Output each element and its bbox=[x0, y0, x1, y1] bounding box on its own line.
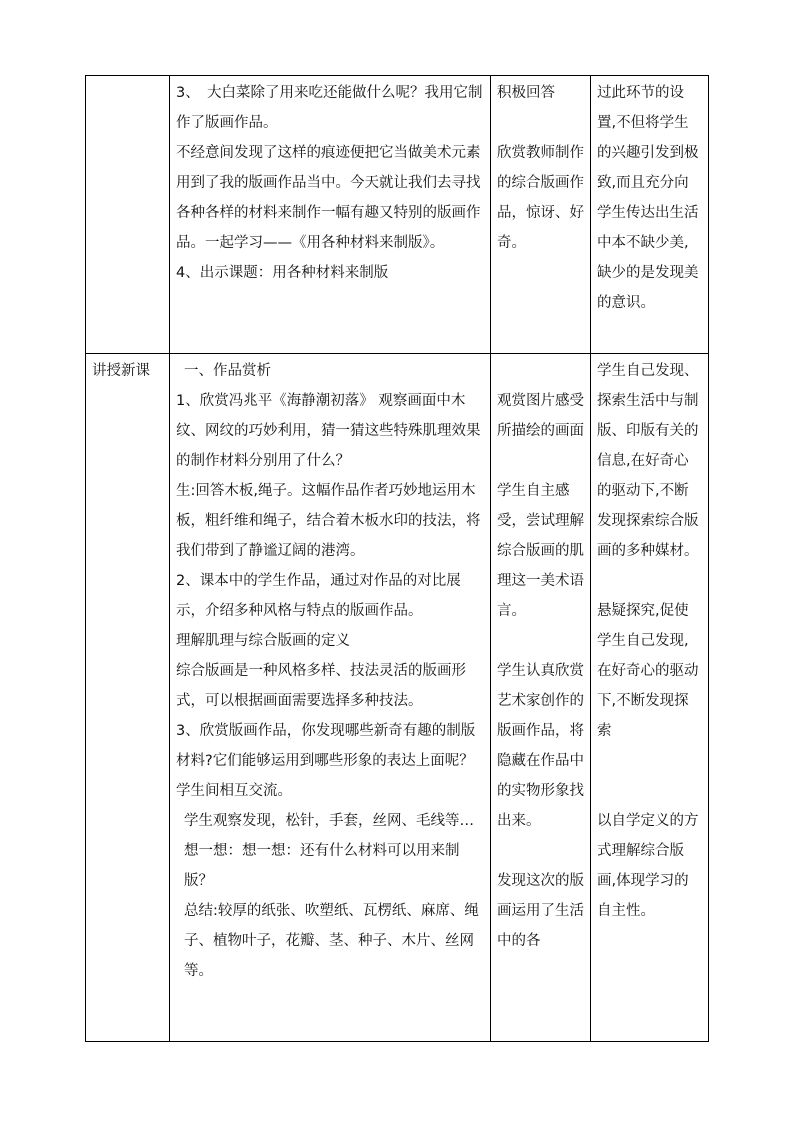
table-row bbox=[86, 76, 709, 354]
content-paragraph: 3、 大白菜除了用来吃还能做什么呢？我用它制作了版画作品。 bbox=[176, 85, 483, 131]
table-row bbox=[86, 354, 709, 1042]
teaching-content-cell bbox=[170, 76, 491, 354]
content-paragraph: 学生观察发现，松针，手套，丝网、毛线等… bbox=[184, 813, 474, 829]
student-activity-cell bbox=[491, 76, 591, 354]
intent-paragraph: 学生自己发现、探索生活中与制版、印版有关的信息,在好奇心的驱动下,不断发现探索综合版画的多种媒材。 bbox=[597, 363, 699, 559]
content-heading: 一、作品赏析 bbox=[184, 363, 271, 379]
activity-paragraph: 学生认真欣赏艺术家创作的版画作品，将隐藏在作品中的实物形象找出来。 bbox=[497, 663, 584, 829]
intent-paragraph: 过此环节的设置,不但将学生的兴趣引发到极致,而且充分向学生传达出生活中本不缺少美,缺少的是发现美的意识。 bbox=[597, 85, 699, 311]
activity-paragraph: 观赏图片感受所描绘的画面 bbox=[497, 393, 584, 439]
design-intent-cell bbox=[591, 76, 709, 354]
content-paragraph: 总结:较厚的纸张、吹塑纸、瓦楞纸、麻席、绳子、植物叶子，花瓣、茎、种子、木片、丝网等。 bbox=[184, 903, 479, 979]
activity-paragraph: 欣赏教师制作的综合版画作品，惊讶、好奇。 bbox=[497, 145, 584, 251]
content-paragraph: 1、欣赏冯兆平《海静潮初落》 观察画面中木纹、网纹的巧妙利用，猜一猜这些特殊肌理效果的制作材料分别用了什么？ bbox=[176, 393, 481, 469]
content-paragraph: 想一想：想一想：还有什么材料可以用来制版？ bbox=[184, 843, 460, 889]
lesson-plan-table bbox=[85, 75, 709, 1042]
intent-paragraph: 悬疑探究,促使学生自己发现,在好奇心的驱动下,不断发现探索 bbox=[597, 603, 699, 739]
activity-paragraph: 积极回答 bbox=[497, 85, 555, 101]
intent-paragraph: 以自学定义的方式理解综合版画,体现学习的自主性。 bbox=[597, 813, 699, 919]
content-paragraph: 3、欣赏版画作品，你发现哪些新奇有趣的制版材料?它们能够运用到哪些形象的表达上面呢？学生间相互交流。 bbox=[176, 723, 476, 799]
stage-label-cell: 讲授新课 bbox=[86, 354, 170, 1042]
stage-label-cell bbox=[86, 76, 170, 354]
content-paragraph: 理解肌理与综合版画的定义 bbox=[176, 633, 350, 649]
activity-paragraph: 学生自主感受，尝试理解综合版画的肌理这一美术语言。 bbox=[497, 483, 584, 619]
content-paragraph: 2、课本中的学生作品，通过对作品的对比展示，介绍多种风格与特点的版画作品。 bbox=[176, 573, 461, 619]
content-paragraph: 综合版画是一种风格多样、技法灵活的版画形式，可以根据画面需要选择多种技法。 bbox=[176, 663, 466, 709]
student-activity-cell bbox=[491, 354, 591, 1042]
content-paragraph: 4、出示课题：用各种材料来制版 bbox=[176, 265, 389, 281]
activity-paragraph: 发现这次的版画运用了生活中的各 bbox=[497, 873, 584, 949]
teaching-content-cell bbox=[170, 354, 491, 1042]
design-intent-cell bbox=[591, 354, 709, 1042]
content-paragraph: 不经意间发现了这样的痕迹便把它当做美术元素用到了我的版画作品当中。今天就让我们去寻找各种各样的材料来制作一幅有趣又特别的版画作品。一起学习——《用各种材料来制版》。 bbox=[176, 145, 481, 251]
content-paragraph: 生:回答木板,绳子。这幅作品作者巧妙地运用木板，粗纤维和绳子，结合着木板水印的技法，将我们带到了静谧辽阔的港湾。 bbox=[176, 483, 481, 559]
